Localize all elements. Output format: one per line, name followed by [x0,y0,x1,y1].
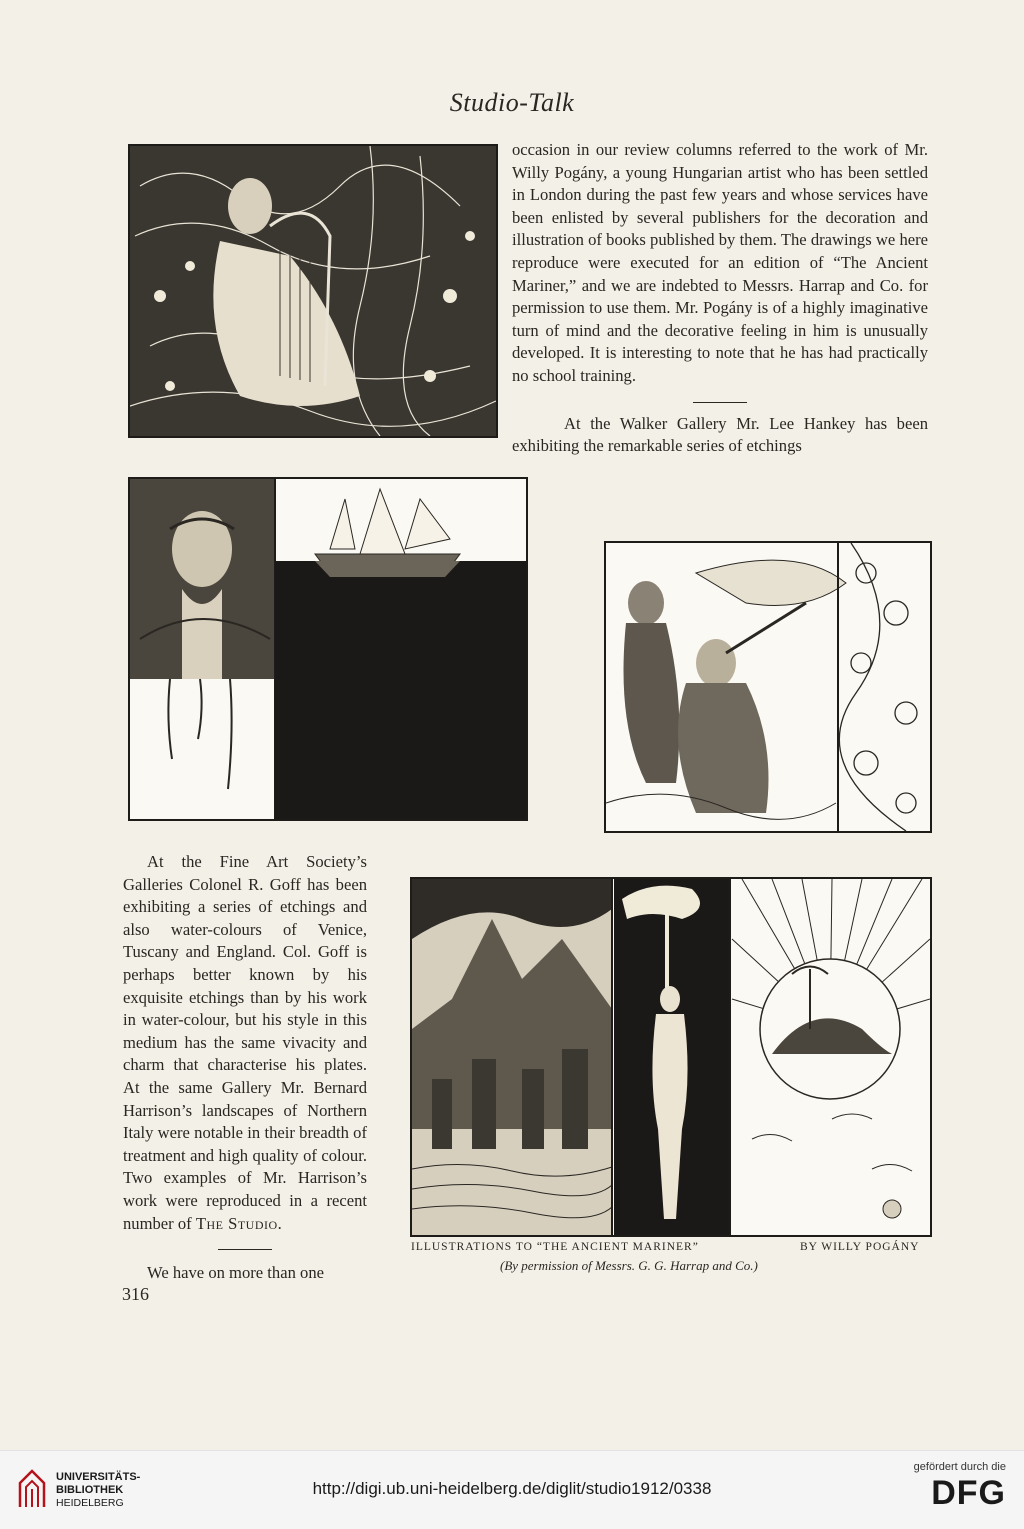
library-name-line-3: HEIDELBERG [56,1497,124,1509]
caption-credit: (By permission of Messrs. G. G. Harrap and Co.) [500,1258,758,1273]
section-divider [693,402,747,403]
library-name-line-1: UNIVERSITÄTS- [56,1471,141,1483]
caption-artist: BY WILLY POGÁNY [800,1241,920,1253]
page-number: 316 [122,1284,149,1304]
illustration-hermit-and-roses [604,541,932,833]
left-column-text [123,851,367,1285]
right-paragraph-1: occasion in our review columns referred to the work of Mr. Willy Pogány, a young Hungarian artist who has been settled in London during the past few years and whose services have been enlisted by several publishers for the decoration and illustration of books published by them. The drawings we here reproduce were executed for an edition of “The Ancient Mariner,” and we are indebted to Messrs. Harrap and Co. for permission to use them. Mr. Pogány is of a highly imaginative turn of mind and the decorative feeling in him is unusually developed. It is interesting to note that he has had practically no school training. [512,140,928,385]
illustration-triptych [410,877,932,1237]
section-divider-left [218,1249,272,1250]
footer-bar [0,1450,1024,1529]
hermit-roses-drawing [606,543,930,831]
illustration-harpist [128,144,498,438]
mariner-ship-drawing [130,479,526,819]
harpist-drawing [130,146,496,436]
caption-title: ILLUSTRATIONS TO “THE ANCIENT MARINER” [411,1241,699,1253]
left-paragraph-1: At the Fine Art Society’s Galleries Colonel R. Goff has been exhibiting a series of etchings and also water-colours of Venice, Tuscany and England. Col. Goff is perhaps better known by his exquisite etchings than by his work in water-colour, but his style in this medium has the same vivacity and charm that characterise his plates. At the same Gallery Mr. Bernard Harrison’s landscapes of Northern Italy were notable in their breadth of treatment and high quality of colour. Two examples of Mr. Harrison’s work were reproduced in a recent number of [123,852,367,1233]
right-paragraph-2: At the Walker Gallery Mr. Lee Hankey has been exhibiting the remarkable series of etchings [512,413,928,456]
funder-logo: DFG [931,1474,1006,1512]
right-column-text [512,139,928,458]
illustration-mariner-and-ship [128,477,528,821]
journal-name: The Studio. [195,1213,283,1233]
funding-note: gefördert durch die [913,1461,1006,1473]
funder-block [914,1461,1006,1513]
library-name-line-2: BIBLIOTHEK [56,1484,124,1496]
source-url-link[interactable]: http://digi.ub.uni-heidelberg.de/diglit/studio1912/0338 [312,1479,712,1498]
triptych-drawing [412,879,930,1235]
left-paragraph-2: We have on more than one [147,1263,324,1283]
running-head: Studio-Talk [449,88,575,117]
